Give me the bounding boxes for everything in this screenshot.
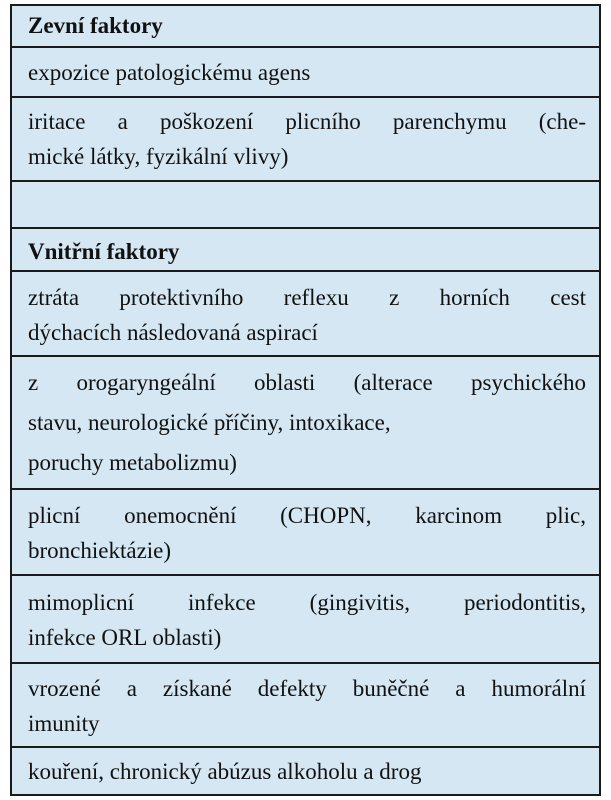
table-row: [12, 270, 599, 355]
table-row: [12, 96, 599, 180]
internal-factors-header-text: Vnitřní faktory: [28, 239, 180, 264]
table-row: [12, 746, 599, 794]
table-row: [12, 488, 599, 574]
internal-factor-lung-disease-line1: plicní onemocnění (CHOPN, karcinom plic,: [28, 503, 586, 528]
table-row: [12, 46, 599, 96]
internal-factor-immunity-line2: imunity: [28, 711, 100, 736]
risk-factors-table: [10, 4, 601, 796]
internal-factor-infection-line2: infekce ORL oblasti): [28, 625, 222, 650]
internal-factor-smoking: kouření, chronický abúzus alkoholu a drog: [28, 759, 422, 784]
table-row: [12, 574, 599, 662]
internal-factor-immunity-line1: vrozené a získané defekty buněčné a humorální: [28, 676, 586, 701]
table-row: [12, 355, 599, 488]
external-factor-irritation-line2: mické látky, fyzikální vlivy): [28, 144, 289, 169]
internal-factor-oropharyngeal-line3: poruchy metabolizmu): [28, 450, 237, 475]
table-row: [12, 662, 599, 746]
internal-factor-reflex-line2: dýchacích následovaná aspirací: [28, 320, 318, 345]
external-factors-header: [12, 6, 599, 46]
external-factors-header-text: Zevní faktory: [28, 13, 163, 38]
internal-factor-lung-disease-line2: bronchiektázie): [28, 538, 172, 563]
internal-factors-header: [12, 227, 599, 270]
empty-row: [12, 180, 599, 227]
internal-factor-oropharyngeal-line2: stavu, neurologické příčiny, intoxikace,: [28, 410, 391, 435]
internal-factor-reflex-line1: ztráta protektivního reflexu z horních cest: [28, 285, 586, 310]
external-factor-exposure: expozice patologickému agens: [28, 60, 311, 85]
internal-factor-infection-line1: mimoplicní infekce (gingivitis, periodontitis,: [28, 590, 586, 615]
external-factor-irritation-line1: iritace a poškození plicního parenchymu (che-: [28, 109, 586, 134]
internal-factor-oropharyngeal-line1: z orogaryngeální oblasti (alterace psychického: [28, 370, 586, 395]
